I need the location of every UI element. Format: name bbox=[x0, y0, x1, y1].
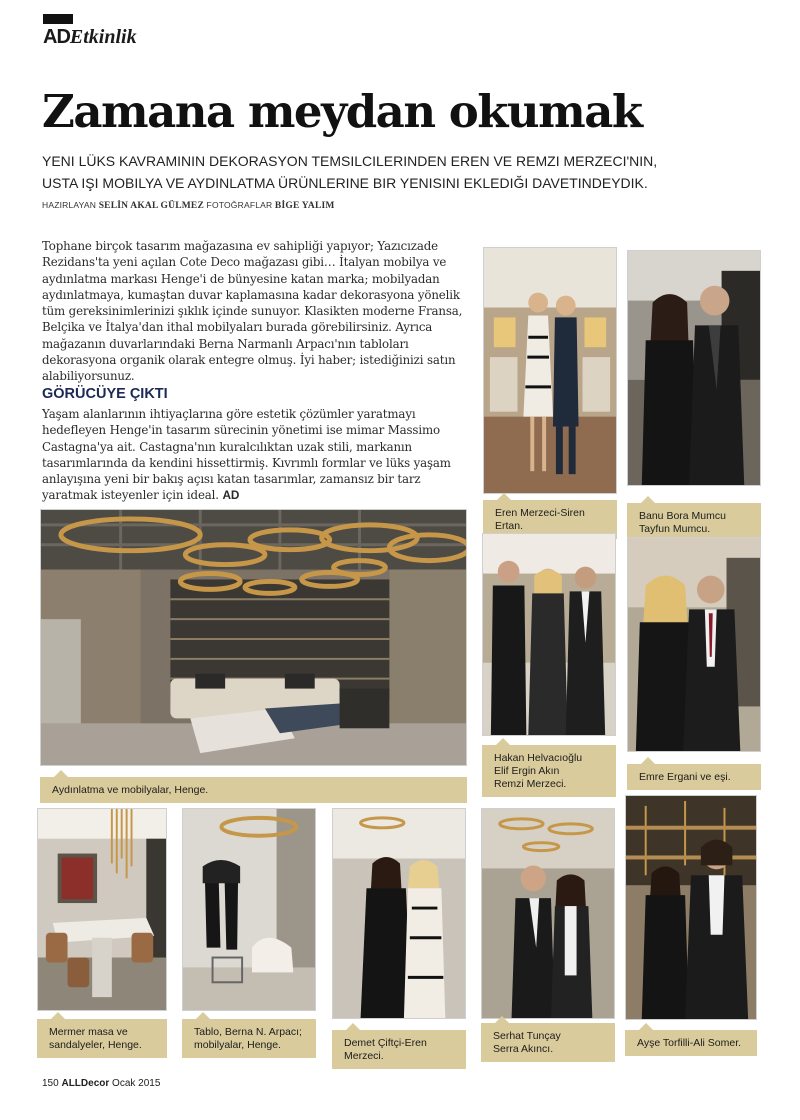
caption-line: Mermer masa ve bbox=[49, 1026, 128, 1038]
caption-line: sandalyeler, Henge. bbox=[49, 1039, 142, 1051]
photo-painting-furniture bbox=[182, 808, 316, 1011]
caption-marble-table bbox=[37, 1019, 167, 1058]
page-number: 150 bbox=[42, 1078, 59, 1089]
photo-serhat-serra bbox=[481, 808, 615, 1019]
caption-line: Elif Ergin Akın bbox=[494, 765, 560, 777]
magazine-name: ALLDecor bbox=[61, 1078, 110, 1089]
photo-hakan-elif-remzi bbox=[482, 533, 616, 736]
caption-hakan-elif-remzi bbox=[482, 745, 616, 797]
byline bbox=[42, 200, 335, 211]
photo-ayse-ali bbox=[625, 795, 757, 1020]
caption-line: Serra Akıncı. bbox=[493, 1043, 554, 1055]
caption-line: Tablo, Berna N. Arpacı; bbox=[194, 1026, 302, 1038]
caption-henge-interior bbox=[40, 777, 467, 803]
photo-eren-siren bbox=[483, 247, 617, 494]
article-deck bbox=[42, 150, 762, 194]
photo-emre-ergani bbox=[627, 537, 761, 752]
caption-serhat-serra bbox=[481, 1023, 615, 1062]
section-label: Etkinlik bbox=[69, 26, 137, 48]
caption-line: Hakan Helvacıoğlu bbox=[494, 752, 583, 764]
issue-date: Ocak 2015 bbox=[112, 1078, 161, 1089]
caption-line: Tayfun Mumcu. bbox=[639, 523, 711, 535]
body-paragraph-2-text: Yaşam alanlarının ihtiyaçlarına göre estetik çözümler yaratmayı hedefleyen Henge'in tasarım sürecinin yönetimi ise mimar Massimo Castagna'ya ait. Castagna'nın kuralcılıktan uzak stili, markanın tasarımlarında da kendini hissettirmiş. Kıvrımlı formlar ve lüks yaşam anlayışına yeni bir bakış açısı katan tasarımlar, zamansız bir tarz yaratmak isteyenler için ideal. bbox=[42, 407, 451, 503]
deck-line: USTA IŞI MOBILYA VE AYDINLATMA ÜRÜNLERINE BIR YENISINI EKLEDIĞI DAVETINDEYDIK. bbox=[42, 175, 648, 191]
caption-line: mobilyalar, Henge. bbox=[194, 1039, 281, 1051]
brand-mark: AD bbox=[43, 26, 70, 48]
caption-line: Ayşe Torfilli-Ali Somer. bbox=[637, 1037, 742, 1049]
caption-emre-ergani bbox=[627, 764, 761, 790]
byline-author: SELİN AKAL GÜLMEZ bbox=[98, 201, 204, 211]
caption-ayse-ali bbox=[625, 1030, 757, 1056]
caption-line: Serhat Tunçay bbox=[493, 1030, 561, 1042]
byline-photographer: BİGE YALIM bbox=[274, 201, 335, 211]
article-subhead: GÖRÜCÜYE ÇIKTI bbox=[42, 386, 168, 402]
caption-line: Eren Merzeci-Siren Ertan. bbox=[495, 507, 585, 532]
body-paragraph-1: Tophane birçok tasarım mağazasına ev sahipliği yapıyor; Yazıcızade Rezidans'ta yeni açılan Cote Deco mağazası gibi… İtalyan mobilya ve aydınlatma markası Henge'i de bünyesine katan marka; mobilyadan aydınlatmaya, kumaştan duvar kaplamasına kadar dekorasyona yönelik tüm gereksinimlerinizi şıklık içinde sunuyor. Klasikten moderne Fransa, Belçika ve İtalya'dan ithal mobilyaları burada görebilirsiniz. Ayrıca mağazanın duvarlarındaki Berna Narmanlı Arpacı'nın tabloları dekorasyona organik olarak entegre olmuş. İyi haber; istediğinizi satın alabiliyorsunuz. bbox=[42, 239, 463, 384]
caption-line: Demet Çiftçi-Eren Merzeci. bbox=[344, 1037, 427, 1062]
caption-line: Banu Bora Mumcu bbox=[639, 510, 726, 522]
section-tag bbox=[43, 26, 137, 49]
photo-marble-table bbox=[37, 808, 167, 1011]
article-title: Zamana meydan okumak bbox=[42, 85, 642, 138]
header-rule bbox=[43, 14, 73, 24]
caption-painting-furniture bbox=[182, 1019, 316, 1058]
caption-line: Remzi Merzeci. bbox=[494, 778, 567, 790]
deck-line: YENI LÜKS KAVRAMININ DEKORASYON TEMSILCILERINDEN EREN VE REMZI MERZECI'NIN, bbox=[42, 153, 658, 169]
byline-photo-prefix: FOTOĞRAFLAR bbox=[206, 200, 273, 210]
caption-demet-eren bbox=[332, 1030, 466, 1069]
caption-line: Aydınlatma ve mobilyalar, Henge. bbox=[52, 784, 209, 796]
byline-prefix: HAZIRLAYAN bbox=[42, 200, 97, 210]
photo-demet-eren bbox=[332, 808, 466, 1019]
body-paragraph-2 bbox=[42, 406, 474, 504]
photo-henge-interior bbox=[40, 509, 467, 766]
photo-banu-tayfun bbox=[627, 250, 761, 486]
signoff: AD bbox=[222, 488, 240, 503]
page-footer bbox=[42, 1078, 160, 1089]
caption-line: Emre Ergani ve eşi. bbox=[639, 771, 731, 783]
